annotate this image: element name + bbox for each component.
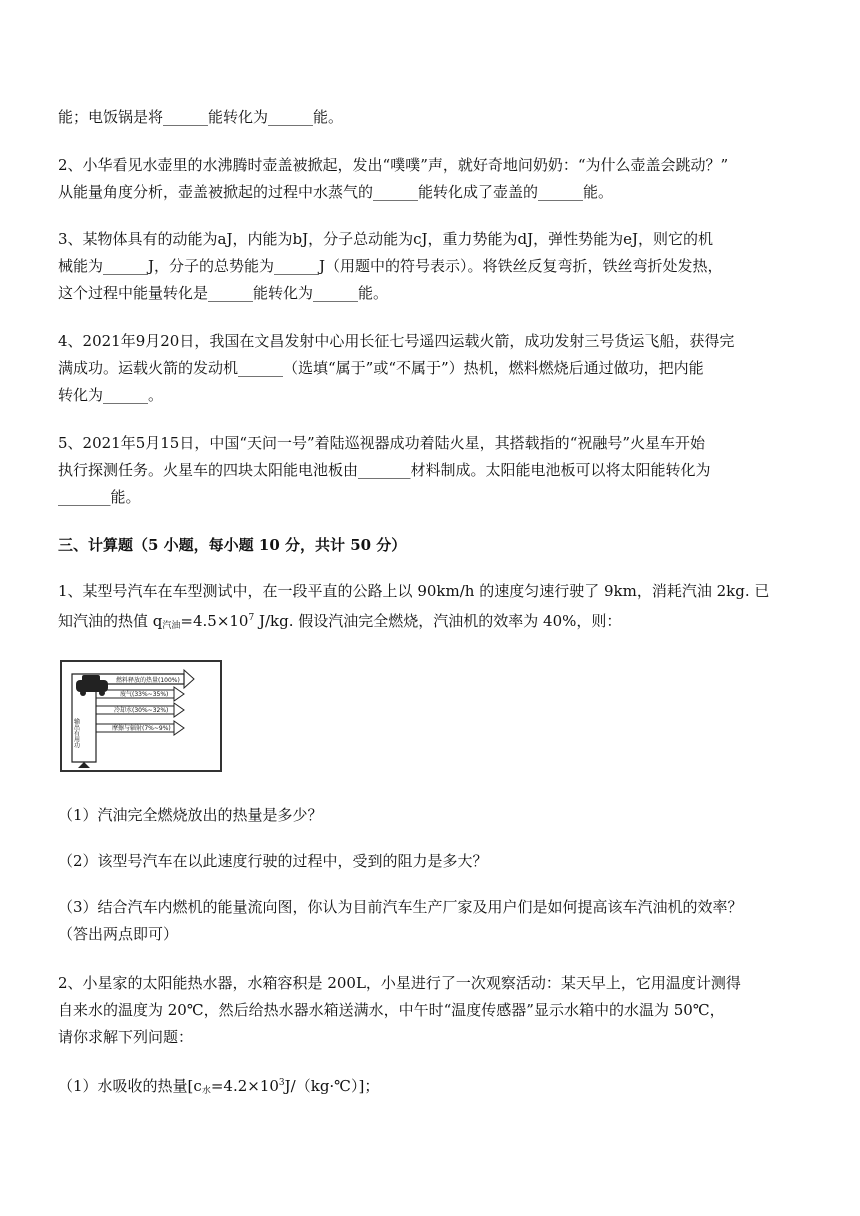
calc-1-sub-2: （2）该型号汽车在以此速度行驶的过程中，受到的阻力是多大？ — [58, 852, 488, 870]
question-2 — [58, 152, 804, 206]
text-line: 从能量角度分析，壶盖被掀起的过程中水蒸气的______能转化成了壶盖的______能。 — [58, 183, 614, 201]
text-line: 能；电饭锅是将______能转化为______能。 — [58, 108, 344, 126]
diagram-cooling-label: 冷却水(30%~32%) — [114, 707, 169, 714]
text-line: 1、某型号汽车在车型测试中，在一段平直的公路上以 90km/h 的速度匀速行驶了 9km，消耗汽油 2kg. 已 — [58, 582, 770, 600]
section-heading: 三、计算题（5 小题，每小题 10 分，共计 50 分） — [58, 536, 407, 554]
calc-1-sub-3 — [58, 894, 804, 948]
text-line: 执行探测任务。火星车的四块太阳能电池板由_______材料制成。太阳能电池板可以将太阳能转化为 — [58, 461, 711, 479]
energy-flow-diagram — [60, 660, 222, 772]
text-line: 自来水的温度为 20℃，然后给热水器水箱送满水，中午时“温度传感器”显示水箱中的水温为 50℃， — [58, 1001, 725, 1019]
calc-2-sub-1: （1）水吸收的热量$[c_水=4.2\times 10^3J/(kg\cdot℃)]$； — [58, 1077, 380, 1096]
text-line: 4、2021年9月20日，我国在文昌发射中心用长征七号遥四运载火箭，成功发射三号货运飞船，获得完 — [58, 332, 735, 350]
text-line: 满成功。运载火箭的发动机______（选填“属于”或“不属于”）热机，燃料燃烧后通过做功，把内能 — [58, 359, 704, 377]
text-line: 转化为______。 — [58, 386, 164, 404]
diagram-output-label: 输出有用功 — [72, 718, 80, 748]
text-line: 请你求解下列问题： — [58, 1028, 194, 1046]
text-line: （3）结合汽车内燃机的能量流向图，你认为目前汽车生产厂家及用户们是如何提高该车汽油机的效率？ — [58, 898, 743, 916]
calc-question-2 — [58, 970, 804, 1051]
text-line: 2、小华看见水壶里的水沸腾时壶盖被掀起，发出“噗噗”声，就好奇地问奶奶：“为什么壶盖会跳动？” — [58, 156, 729, 174]
diagram-exhaust-label: 废气(33%~35%) — [120, 691, 169, 698]
diagram-friction-label: 摩擦与辐射(7%~9%) — [112, 725, 171, 732]
calc-question-1 — [58, 578, 804, 640]
text-line: 知汽油的热值 $q_{汽油}=4.5\times 10^7$ J/kg. 假设汽油完全燃烧，汽油机的效率为 40%，则： — [58, 612, 622, 631]
text-line: _______能。 — [58, 488, 141, 506]
text-line: 2、小星家的太阳能热水器，水箱容积是 200L，小星进行了一次观察活动：某天早上，它用温度计测得 — [58, 974, 741, 992]
text-line: 械能为______J，分子的总势能为______J（用题中的符号表示）。将铁丝反复弯折，铁丝弯折处发热， — [58, 257, 723, 275]
question-5 — [58, 430, 804, 511]
diagram-top-label: 燃料释放的热量(100%) — [116, 677, 180, 684]
text-line: 这个过程中能量转化是______能转化为______能。 — [58, 284, 389, 302]
text-line: 5、2021年5月15日，中国“天问一号”着陆巡视器成功着陆火星，其搭载指的“祝融号”火星车开始 — [58, 434, 706, 452]
text-line: 3、某物体具有的动能为aJ，内能为bJ，分子总动能为cJ，重力势能为dJ，弹性势能为eJ，则它的机 — [58, 230, 714, 248]
question-3 — [58, 226, 804, 307]
question-continuation — [58, 104, 804, 131]
question-4 — [58, 328, 804, 409]
text-line: （答出两点即可） — [58, 925, 179, 943]
calc-1-sub-1: （1）汽油完全燃烧放出的热量是多少？ — [58, 806, 323, 824]
